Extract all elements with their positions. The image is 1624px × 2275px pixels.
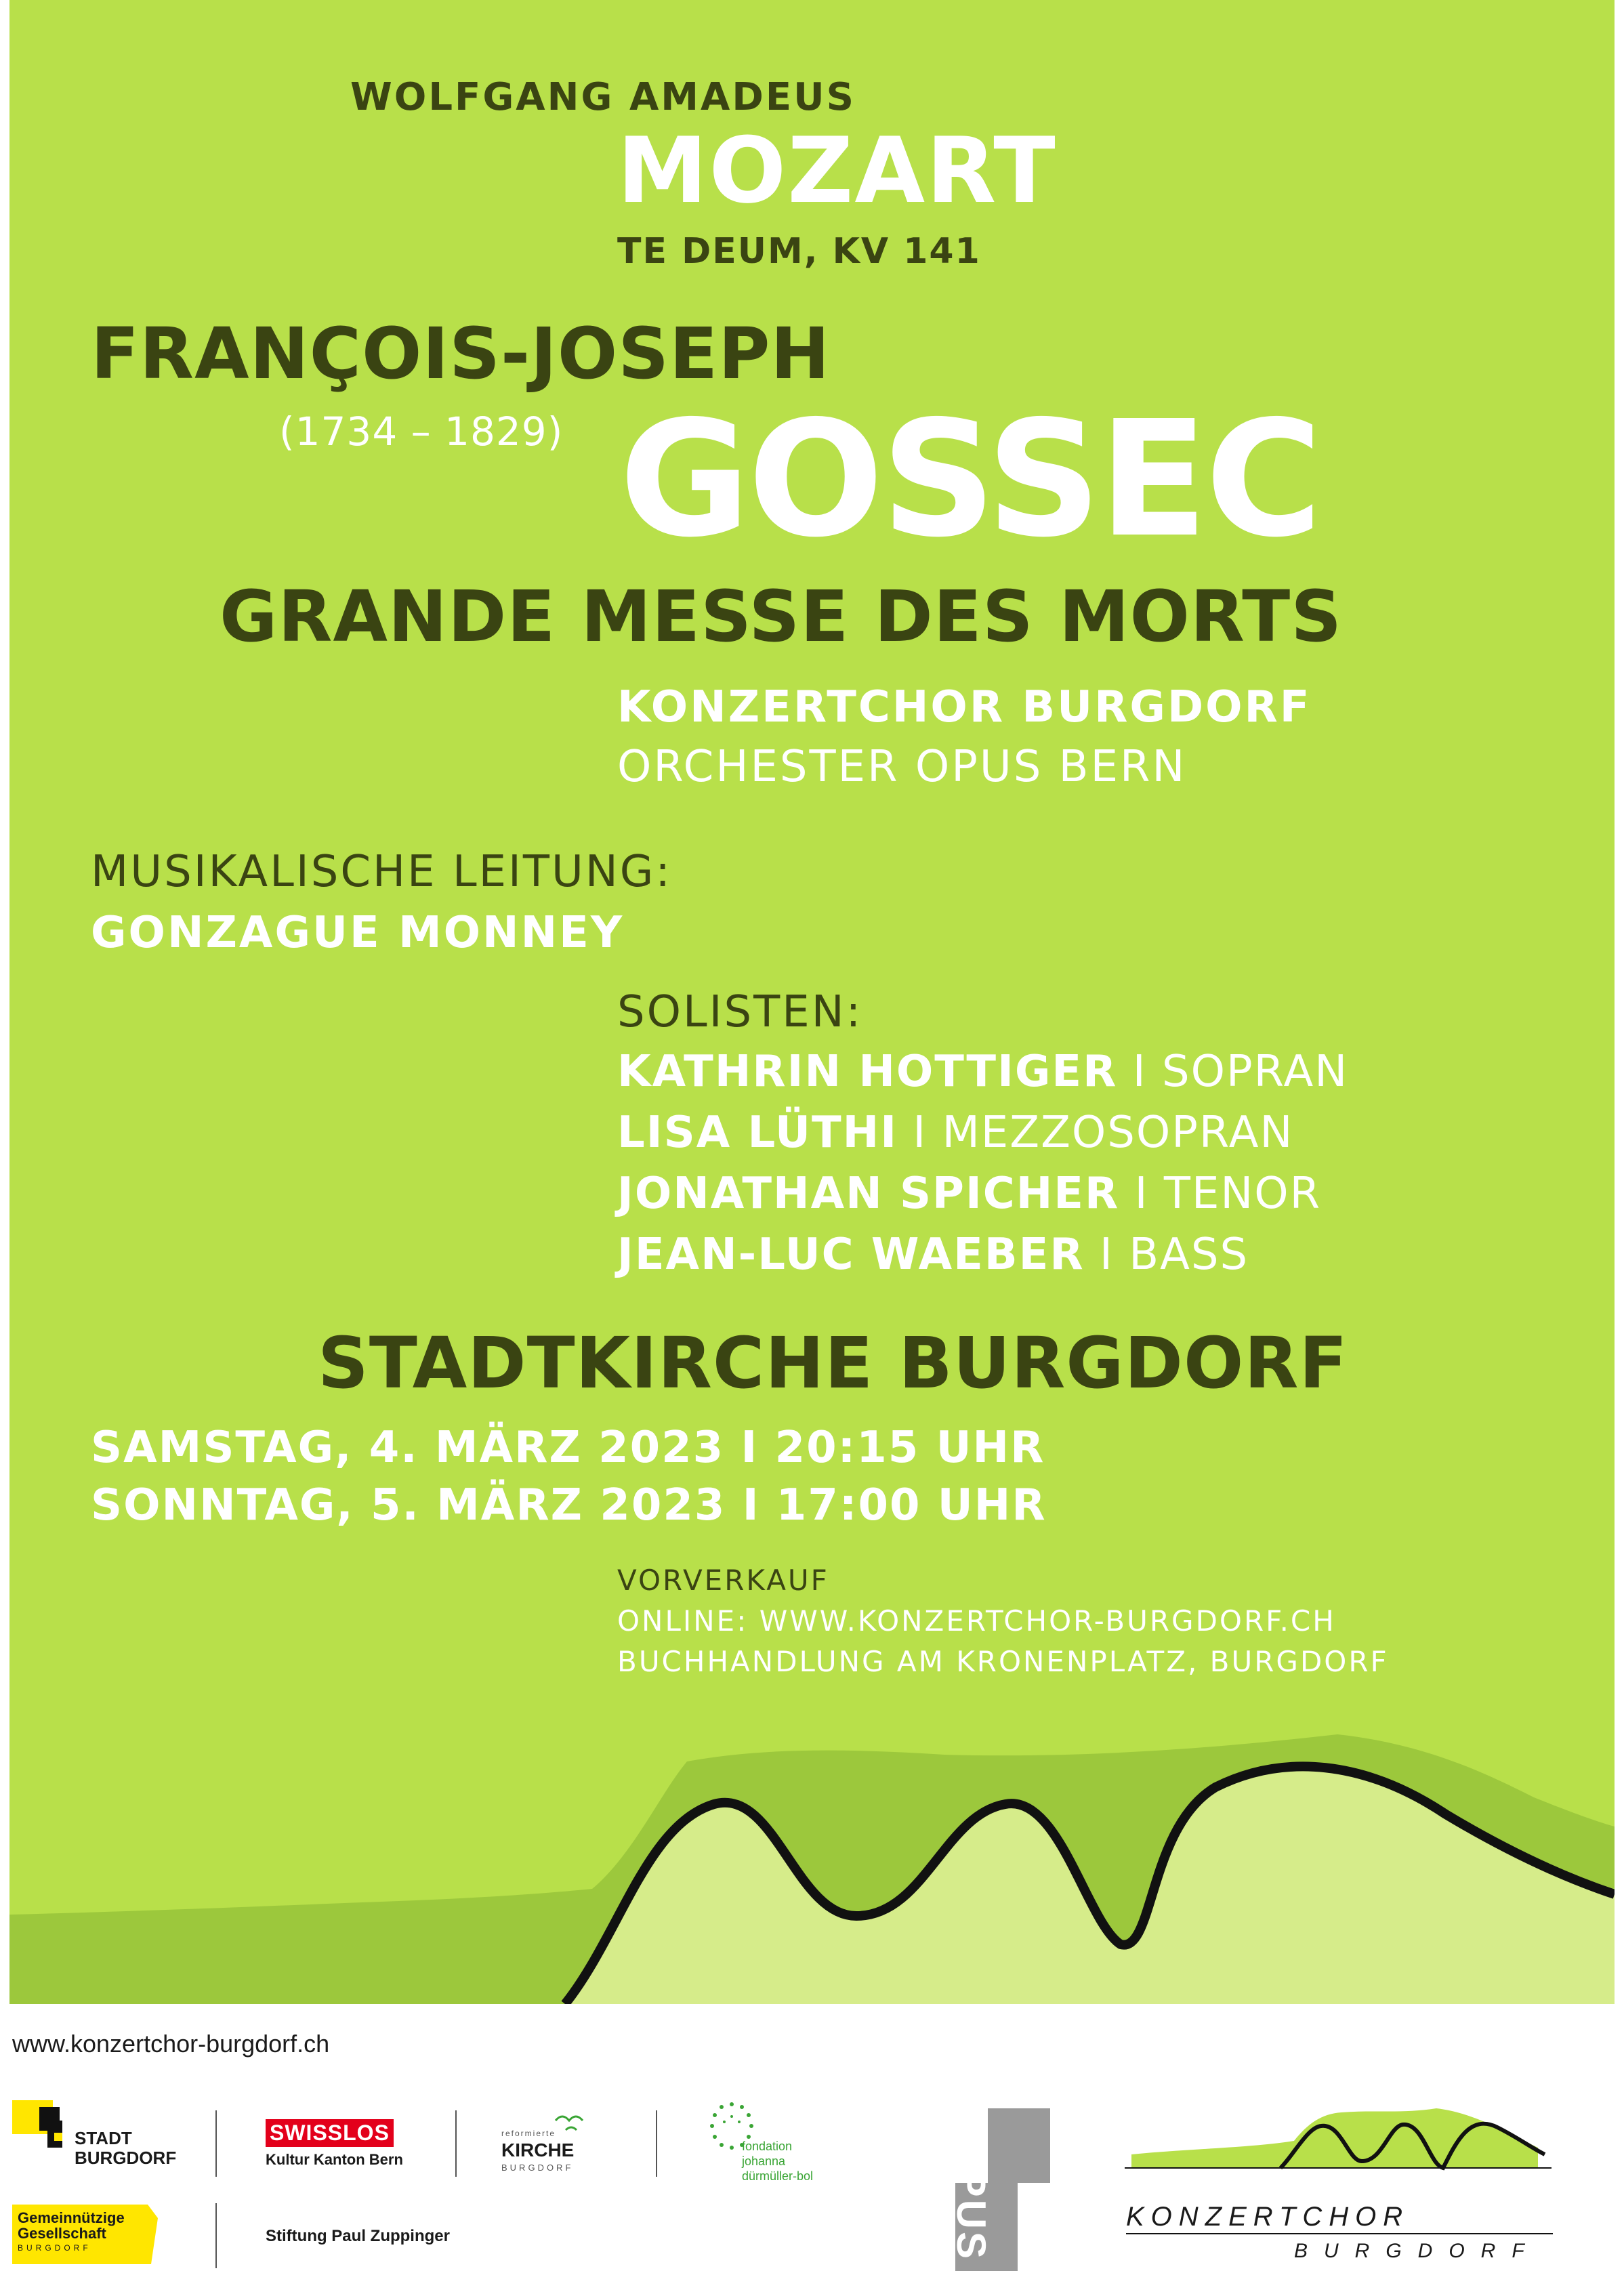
logo-divider bbox=[215, 2110, 217, 2177]
logo-stiftung-paul-zuppinger: Stiftung Paul Zuppinger bbox=[266, 2227, 450, 2245]
logo-stadt-burgdorf bbox=[12, 2100, 188, 2182]
concert-poster bbox=[9, 0, 1615, 2004]
presale-store: BUCHHANDLUNG AM KRONENPLATZ, BURGDORF bbox=[617, 1645, 1389, 1678]
composer2-last-name: GOSSEC bbox=[619, 386, 1320, 572]
birds-icon bbox=[552, 2107, 593, 2134]
landscape-hills-illustration bbox=[9, 1719, 1615, 2004]
composer2-first-name: FRANÇOIS-JOSEPH bbox=[91, 312, 831, 395]
soloist-row: KATHRIN HOTTIGER I SOPRAN bbox=[617, 1047, 1349, 1097]
conductor-name: GONZAGUE MONNEY bbox=[91, 908, 625, 958]
swisslos-wordmark: SWISSLOS bbox=[266, 2119, 394, 2147]
soloist-row: JEAN-LUC WAEBER I BASS bbox=[617, 1230, 1249, 1280]
work2-title: GRANDE MESSE DES MORTS bbox=[220, 575, 1343, 658]
logo-gemeinnuetzige-gesellschaft: Gemeinnützige Gesellschaft BURGDORF bbox=[12, 2205, 168, 2266]
konzertchor-rule bbox=[1126, 2233, 1553, 2234]
composer1-last-name: MOZART bbox=[617, 118, 1057, 224]
stadt-burgdorf-text: STADT BURGDORF bbox=[75, 2128, 177, 2168]
work1-title: TE DEUM, KV 141 bbox=[617, 231, 981, 272]
soloist-row: JONATHAN SPICHER I TENOR bbox=[617, 1169, 1322, 1219]
swisslos-subtitle: Kultur Kanton Bern bbox=[266, 2151, 403, 2168]
logo-divider bbox=[215, 2203, 217, 2268]
logo-konzertchor-burgdorf bbox=[1118, 2100, 1558, 2263]
logo-orchester-opus bbox=[949, 2108, 1050, 2271]
concert-date-1: SAMSTAG, 4. MÄRZ 2023 I 20:15 UHR bbox=[91, 1423, 1045, 1473]
orchestra-name: ORCHESTER OPUS BERN bbox=[617, 742, 1187, 792]
venue-name: STADTKIRCHE BURGDORF bbox=[318, 1322, 1348, 1404]
opus-wordmark: OPUS bbox=[949, 2135, 994, 2262]
logo-swisslos bbox=[266, 2119, 428, 2173]
stadt-burgdorf-emblem-icon bbox=[12, 2100, 73, 2161]
konzertchor-sub-wordmark: BURGDORF bbox=[1294, 2240, 1541, 2262]
logo-fondation-johanna-durmuller-bol: fondation johanna dürmüller-bol bbox=[708, 2099, 844, 2187]
footer-website[interactable]: www.konzertchor-burgdorf.ch bbox=[12, 2030, 330, 2058]
soloist-row: LISA LÜTHI I MEZZOSOPRAN bbox=[617, 1108, 1294, 1158]
presale-online: ONLINE: WWW.KONZERTCHOR-BURGDORF.CH bbox=[617, 1604, 1336, 1637]
konzertchor-wordmark: KONZERTCHOR bbox=[1126, 2202, 1410, 2232]
presale-label: VORVERKAUF bbox=[617, 1564, 829, 1597]
logo-reformierte-kirche: reformierte KIRCHE BURGDORF bbox=[501, 2107, 623, 2182]
conductor-label: MUSIKALISCHE LEITUNG: bbox=[91, 847, 672, 897]
konzertchor-hills-icon bbox=[1118, 2100, 1558, 2202]
logo-divider bbox=[455, 2110, 457, 2177]
concert-date-2: SONNTAG, 5. MÄRZ 2023 I 17:00 UHR bbox=[91, 1480, 1047, 1530]
choir-name: KONZERTCHOR BURGDORF bbox=[617, 682, 1312, 732]
composer1-first-name: WOLFGANG AMADEUS bbox=[350, 75, 856, 119]
logo-divider bbox=[656, 2110, 657, 2177]
composer2-dates: (1734 – 1829) bbox=[279, 409, 564, 455]
soloists-label: SOLISTEN: bbox=[617, 987, 863, 1037]
